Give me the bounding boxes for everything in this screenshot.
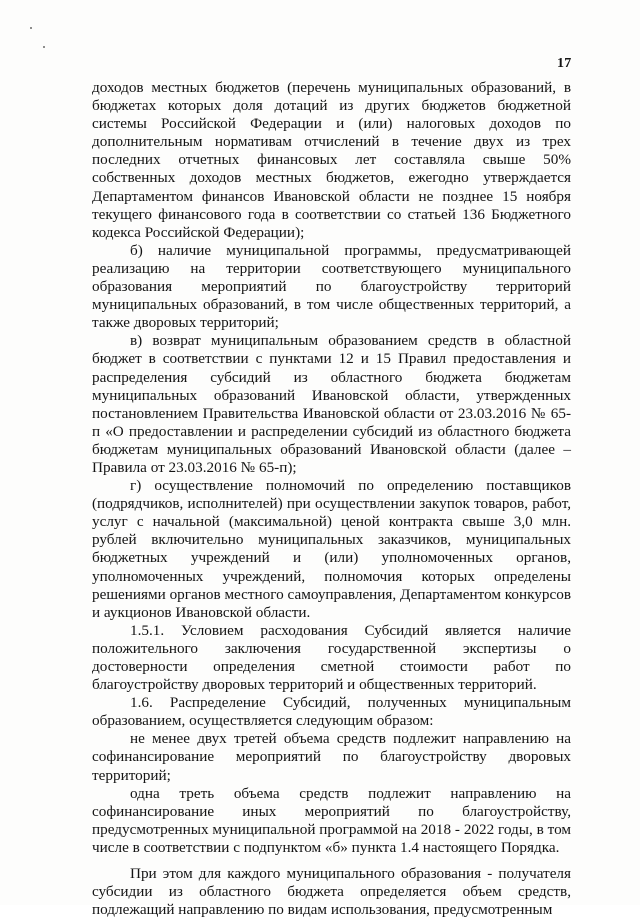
document-body: [92, 79, 571, 919]
paragraph-item-v: в) возврат муниципальным образованием средств в областной бюджет в соответствии с пунктами 12 и 15 Правил предоставления и распределения субсидий из областного бюджета бюджетам муниципальных образований Ивановской области, утвержденных постановлением Правительства Ивановской области от 23.03.2016 № 65-п «О предоставлении и распределении субсидий из областного бюджета бюджетам муниципальных образований Ивановской области (далее – Правила от 23.03.2016 № 65-п);: [92, 332, 571, 476]
page-number: 17: [557, 56, 572, 71]
paragraph-item-b: б) наличие муниципальной программы, предусматривающей реализацию на территории соответствующего муниципального образования мероприятий по благоустройству территорий муниципальных образований, в том числе общественных территорий, а также дворовых территорий;: [92, 241, 571, 332]
paragraph-two-thirds: не менее двух третей объема средств подлежит направлению на софинансирование мероприятий по благоустройству дворовых территорий;: [92, 730, 571, 784]
paragraph-item-g: г) осуществление полномочий по определению поставщиков (подрядчиков, исполнителей) при осуществлении закупок товаров, работ, услуг с начальной (максимальной) ценой контракта свыше 3,0 млн. рублей включительно муниципальных заказчиков, муниципальных бюджетных учреждений и (или) уполномоченных органов, уполномоченных учреждений, полномочия которых определены решениями органов местного самоуправления, Департаментом конкурсов и аукционов Ивановской области.: [92, 477, 571, 621]
paragraph-1-5-1: 1.5.1. Условием расходования Субсидий является наличие положительного заключения государственной экспертизы о достоверности определения сметной стоимости работ по благоустройству дворовых территорий и общественных территорий.: [92, 621, 571, 694]
scan-speck: [30, 27, 32, 29]
paragraph-continuation: доходов местных бюджетов (перечень муниципальных образований, в бюджетах которых доля дотаций из других бюджетов бюджетной системы Российской Федерации и (или) налоговых доходов по дополнительным нормативам отчислений в течение двух из трех последних отчетных финансовых лет составляла свыше 50% собственных доходов местных бюджетов, ежегодно утверждается Департаментом финансов Ивановской области не позднее 15 ноября текущего финансового года в соответствии со статьей 136 Бюджетного кодекса Российской Федерации);: [92, 79, 571, 241]
scan-speck: [43, 46, 45, 48]
paragraph-1-6: 1.6. Распределение Субсидий, полученных муниципальным образованием, осуществляется следующим образом:: [92, 694, 571, 730]
paragraph-distribution: При этом для каждого муниципального образования - получателя субсидии из областного бюджета определяется объем средств, подлежащий направлению по видам использования, предусмотренным: [92, 865, 571, 919]
paragraph-one-third: одна треть объема средств подлежит направлению на софинансирование иных мероприятий по благоустройству, предусмотренных муниципальной программой на 2018 - 2022 годы, в том числе в соответствии с подпунктом «б» пункта 1.4 настоящего Порядка.: [92, 784, 571, 856]
